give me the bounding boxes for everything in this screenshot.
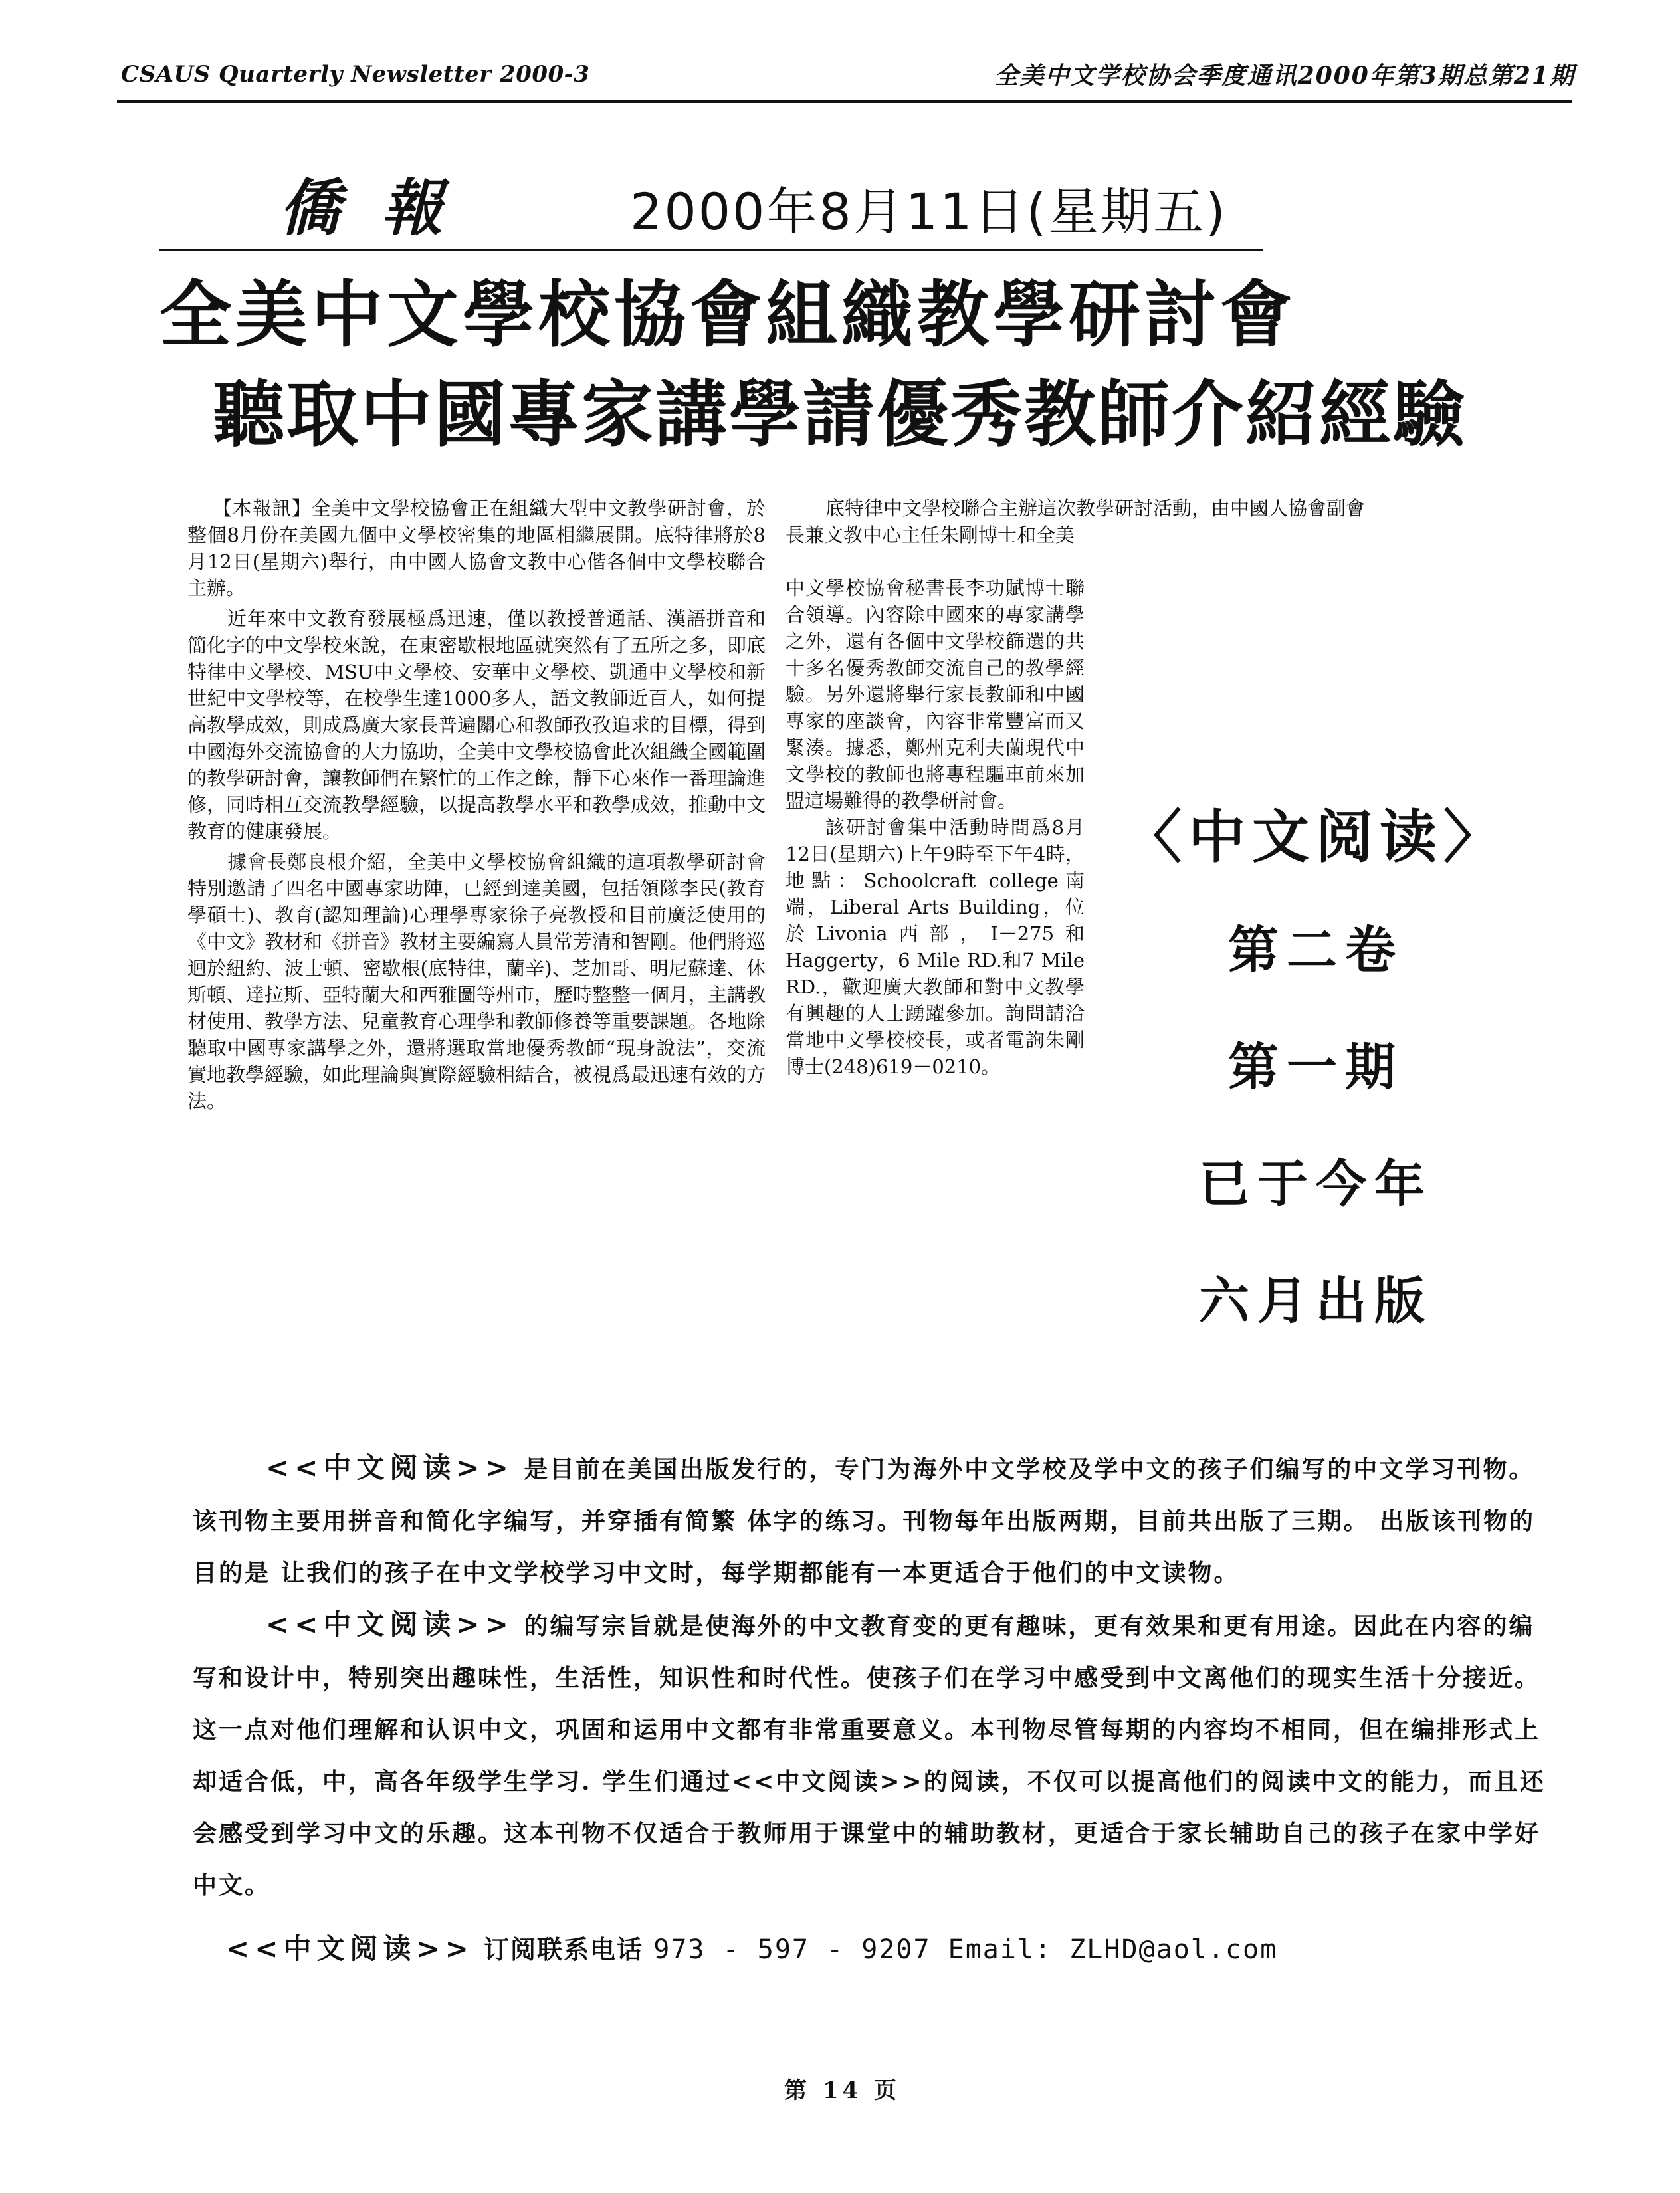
article-paragraph: 【本報訊】全美中文學校協會正在組織大型中文教學研討會，於整個8月份在美國九個中文學校密集的地區相繼展開。底特律將於8月12日(星期六)舉行，由中國人協會文教中心偕各個中文學校聯合主辦。 xyxy=(187,497,766,599)
promo-line-4: 六月出版 xyxy=(1199,1271,1433,1330)
masthead-divider xyxy=(159,249,1263,251)
book-title: <<中文阅读>> xyxy=(226,1932,474,1965)
book-title: <<中文阅读>> xyxy=(266,1608,514,1641)
page-number: 第 14 页 xyxy=(784,2077,900,2104)
headline-line-2: 聽取中國專家講學請優秀教師介紹經驗 xyxy=(213,373,1467,457)
newsletter-title-zh: 全美中文学校协会季度通讯2000年第3期总第21期 xyxy=(994,62,1575,90)
article-paragraph: 中文學校協會秘書長李功賦博士聯合領導。內容除中國來的專家講學之外，還有各個中文學校篩選的共十多名優秀教師交流自己的教學經驗。另外還將舉行家長教師和中國專家的座談會，內容非常豐富而又緊湊。據悉，鄭州克利夫蘭現代中文學校的教師也將專程驅車前來加盟這場難得的教學研討會。 xyxy=(786,577,1085,812)
description-paragraph xyxy=(193,1599,1555,1911)
promo-volume: 第二卷 xyxy=(1228,920,1404,980)
article-right-column xyxy=(786,575,1085,1080)
header-divider xyxy=(117,100,1572,103)
description-paragraph xyxy=(193,1442,1555,1599)
article-right-intro: 底特律中文學校聯合主辦這次教學研討活動，由中國人協會副會長兼文教中心主任朱剛博士和全美 xyxy=(786,497,1366,546)
promo-title: 〈中文阅读〉 xyxy=(1124,803,1507,871)
headline-line-1: 全美中文學校協會組織教學研討會 xyxy=(159,274,1297,357)
promo-line-3: 已于今年 xyxy=(1199,1154,1433,1213)
article-paragraph: 近年來中文教育發展極爲迅速，僅以教授普通話、漢語拼音和簡化字的中文學校來說，在東密歇根地區就突然有了五所之多，即底特律中文學校、MSU中文學校、安華中文學校、凱通中文學校和新世紀中文學校等，在校學生達1000多人，語文教師近百人，如何提高教學成效，則成爲廣大家長普遍關心和教師孜孜追求的目標，得到中國海外交流協會的大力協助，全美中文學校協會此次組織全國範圍的教學研討會，讓教師們在繁忙的工作之餘，靜下心來作一番理論進修，同時相互交流教學經驗，以提高教學水平和教學成效，推動中文教育的健康發展。 xyxy=(187,607,766,843)
description-text: 是目前在美国出版发行的，专门为海外中文学校及学中文的孩子们编写的中文学习刊物。该刊物主要用拼音和简化字编写，并穿插有简繁 体字的练习。刊物每年出版两期，目前共出版了三期。 出版该刊物的目的是 让我们的孩子在中文学校学习中文时，每学期都能有一本更适合于他们的中文读物。 xyxy=(193,1455,1536,1587)
newspaper-masthead: 僑報 xyxy=(279,172,484,244)
newsletter-title-en: CSAUS Quarterly Newsletter 2000-3 xyxy=(121,61,590,88)
article-paragraph: 據會長鄭良根介紹，全美中文學校協會組織的這項教學研討會特別邀請了四名中國專家助陣，已經到達美國，包括領隊李民(教育學碩士)、教育(認知理論)心理學專家徐子亮教授和目前廣泛使用的《中文》教材和《拼音》教材主要編寫人員常芳清和智剛。他們將巡迴於紐約、波士頓、密歇根(底特律，蘭辛)、芝加哥、明尼蘇達、休斯頓、達拉斯、亞特蘭大和西雅圖等州市，歷時整整一個月，主講教材使用、教學方法、兒童教育心理學和教師修養等重要課題。各地除聽取中國專家講學之外，還將選取當地優秀教師“現身說法”，交流實地教學經驗，如此理論與實際經驗相結合，被視爲最迅速有效的方法。 xyxy=(187,851,766,1112)
book-title: <<中文阅读>> xyxy=(266,1451,514,1484)
promo-issue: 第一期 xyxy=(1228,1037,1404,1096)
article-paragraph: 該研討會集中活動時間爲8月12日(星期六)上午9時至下午4時，地點：Schoolcraft college南端，Liberal Arts Building，位於Livonia西部，I－275和Haggerty，6 Mile RD.和7 Mile RD.，歡迎廣大教師和對中文教學有興趣的人士踴躍參加。詢問請洽當地中文學校校長，或者電詢朱剛博士(248)619－0210。 xyxy=(786,816,1085,1078)
publication-date: 2000年8月11日(星期五) xyxy=(630,182,1227,241)
promo-box xyxy=(1116,791,1515,1386)
description-text: 的编写宗旨就是使海外的中文教育变的更有趣味，更有效果和更有用途。因此在内容的编写和设计中，特别突出趣味性，生活性，知识性和时代性。使孩子们在学习中感受到中文离他们的现实生活十分接近。这一点对他们理解和认识中文，巩固和运用中文都有非常重要意义。本刊物尽管每期的内容均不相同，但在编排形式上却适合低，中，高各年级学生学习. 学生们通过<<中文阅读>>的阅读，不仅可以提高他们的阅读中文的能力，而且还会感受到学习中文的乐趣。这本刊物不仅适合于教师用于课堂中的辅助教材，更适合于家长辅助自己的孩子在家中学好中文。 xyxy=(193,1612,1546,1899)
subscription-contact xyxy=(226,1927,1277,1967)
contact-info: 973 - 597 - 9207 Email: ZLHD@aol.com xyxy=(653,1934,1278,1965)
magazine-description xyxy=(193,1442,1555,1911)
contact-label: 订阅联系电话 xyxy=(473,1934,654,1964)
article-left-column xyxy=(187,495,766,1118)
